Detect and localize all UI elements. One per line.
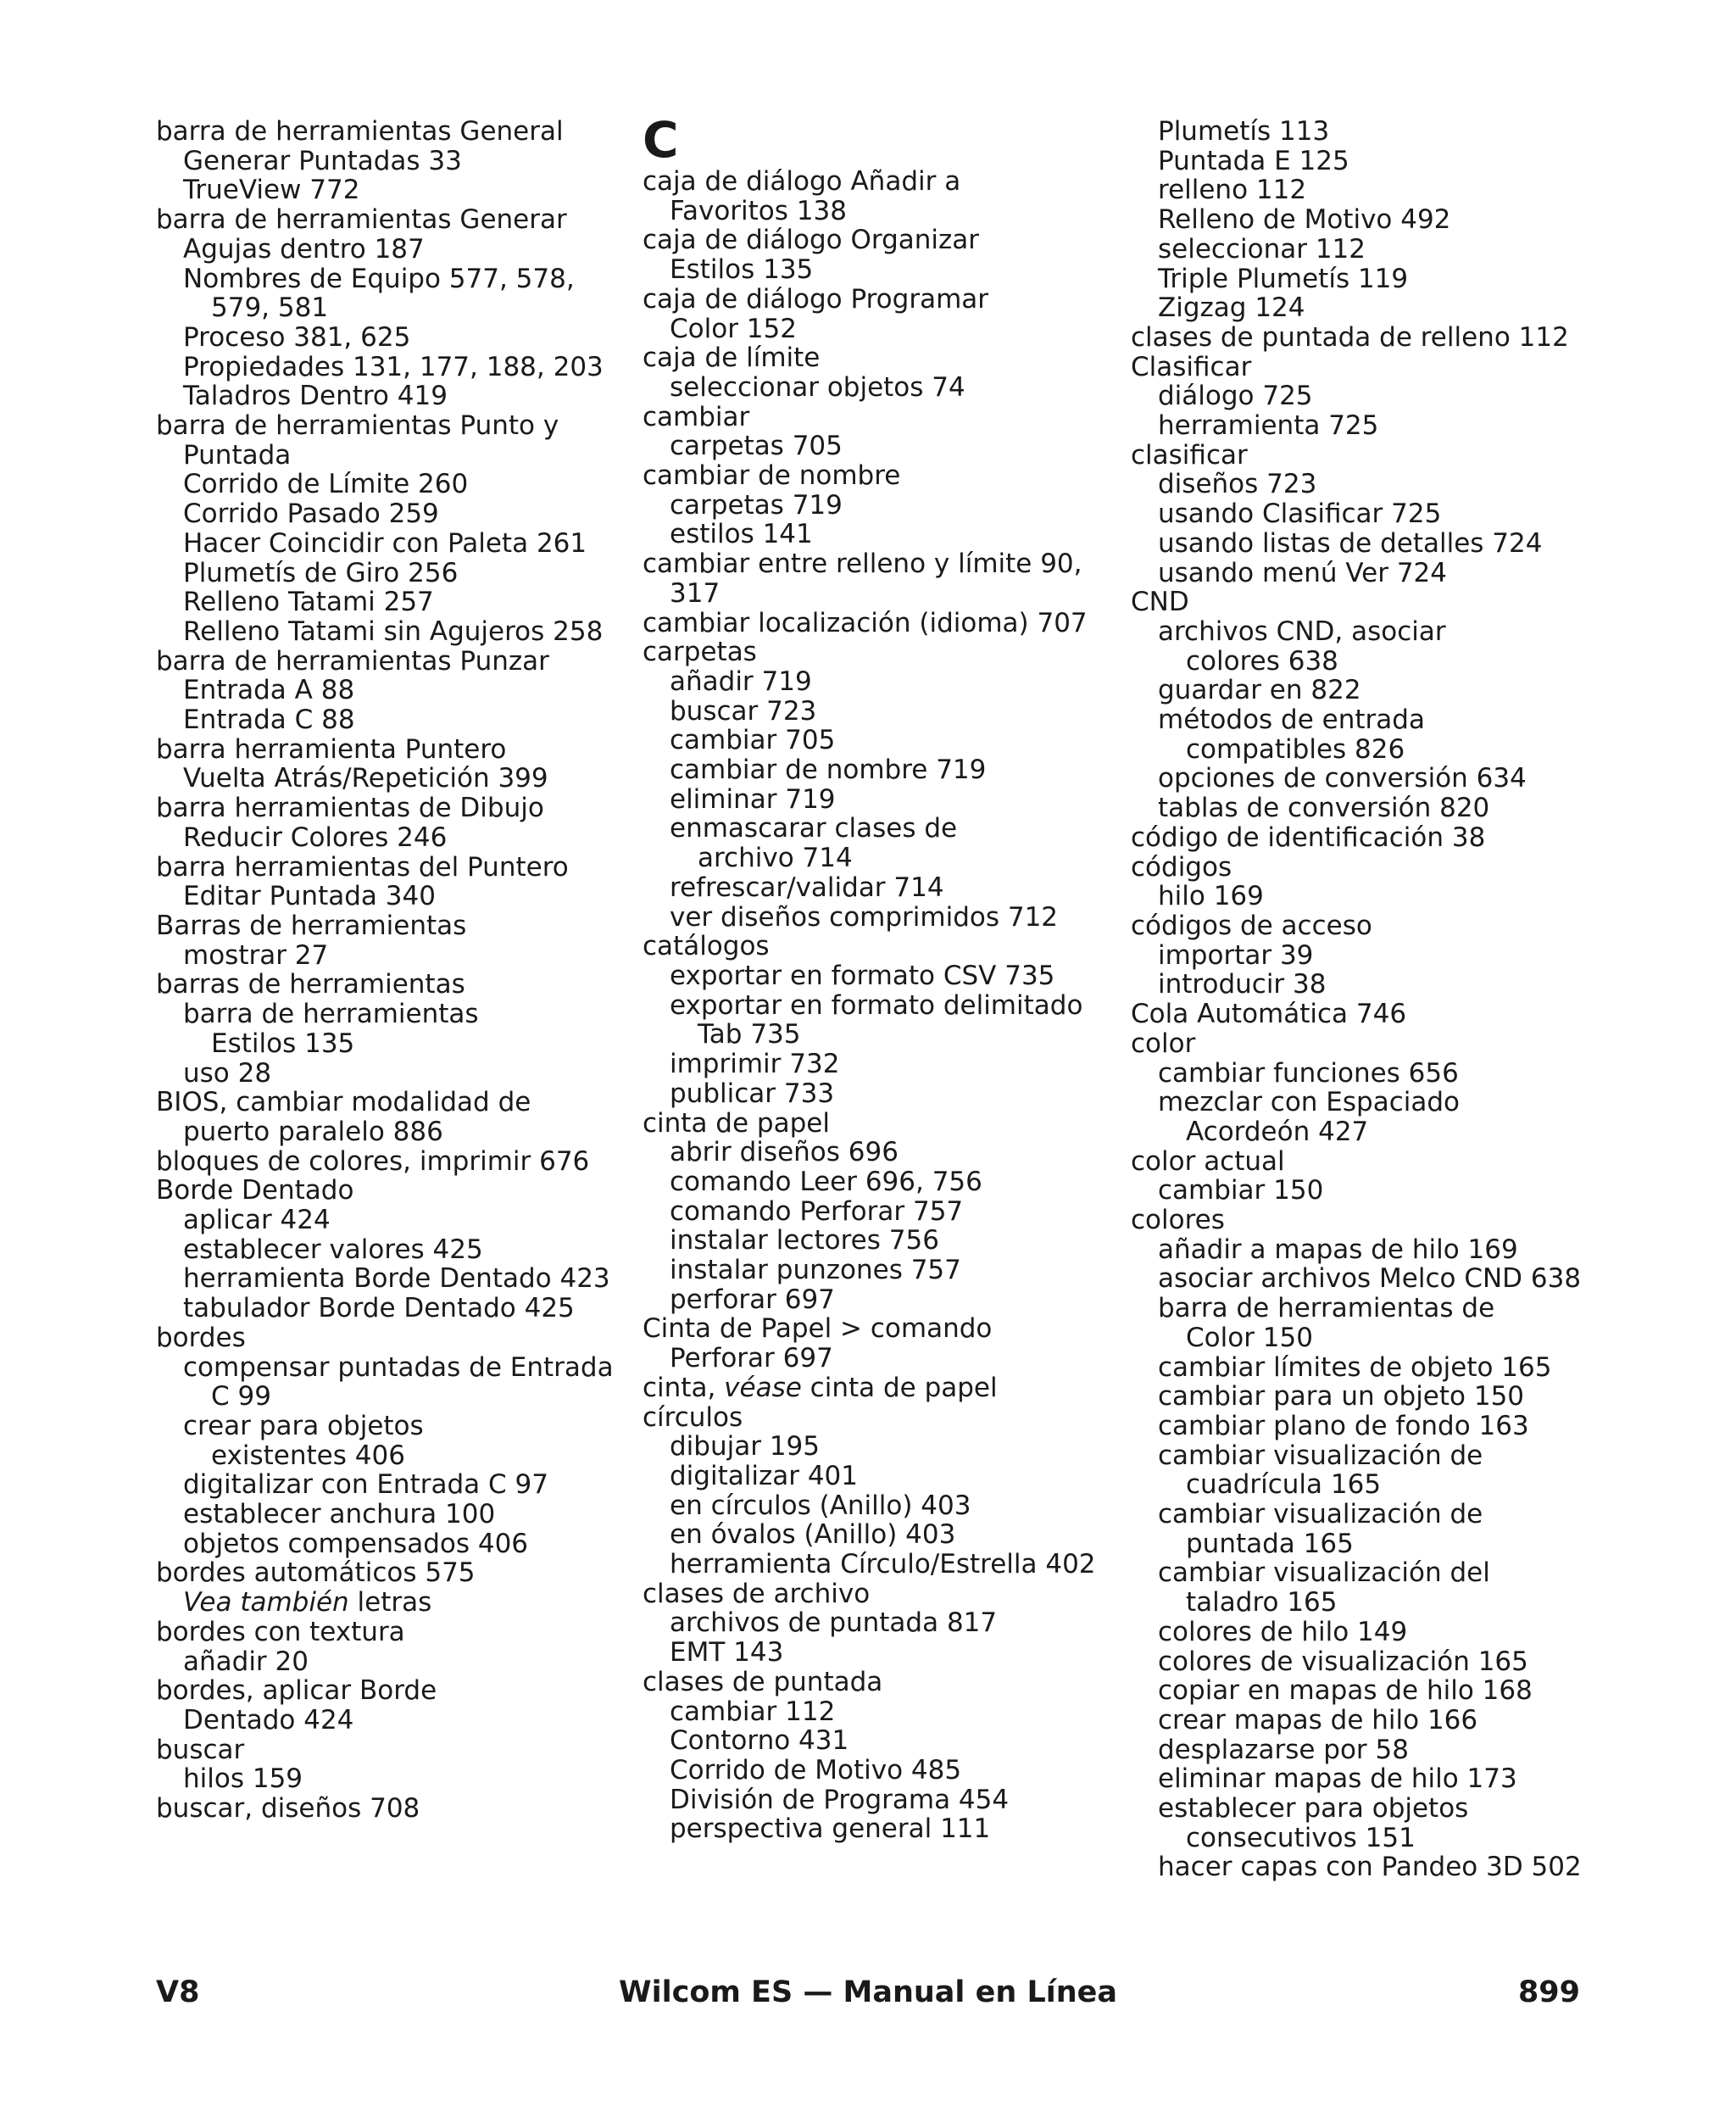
index-subentry: aplicar 424: [183, 1205, 331, 1236]
index-entry: cambiar: [643, 401, 750, 432]
index-subentry: Tab 735: [698, 1019, 801, 1050]
index-entry: círculos: [643, 1401, 743, 1433]
index-subentry: usando menú Ver 724: [1158, 557, 1447, 588]
index-subentry: uso 28: [183, 1057, 272, 1089]
index-entry: Cola Automática 746: [1131, 999, 1407, 1030]
index-subentry: TrueView 772: [183, 175, 360, 206]
index-subentry: establecer para objetos: [1158, 1793, 1469, 1825]
index-subentry: introducir 38: [1158, 969, 1327, 1000]
index-subentry: 579, 581: [211, 292, 329, 324]
index-subentry: archivos CND, asociar: [1158, 616, 1446, 647]
index-entry: barra herramienta Puntero: [156, 733, 507, 765]
index-subentry: relleno 112: [1158, 175, 1307, 206]
index-entry: barra herramientas de Dibujo: [156, 793, 544, 824]
index-subentry: Relleno de Motivo 492: [1158, 204, 1451, 236]
index-subentry: publicar 733: [670, 1078, 835, 1109]
index-subentry: diálogo 725: [1158, 381, 1313, 412]
index-entry: CND: [1131, 587, 1189, 618]
index-subentry: perspectiva general 111: [670, 1813, 991, 1845]
index-subentry: puerto paralelo 886: [183, 1116, 443, 1147]
entry-text: letras: [348, 1587, 432, 1618]
index-subentry: colores de hilo 149: [1158, 1616, 1408, 1647]
index-subentry: Acordeón 427: [1186, 1116, 1369, 1147]
index-subentry: Perforar 697: [670, 1343, 833, 1374]
index-subentry: cuadrícula 165: [1186, 1469, 1382, 1501]
index-subentry: herramienta Borde Dentado 423: [183, 1263, 610, 1295]
index-subentry: establecer valores 425: [183, 1234, 483, 1265]
index-subentry: usando listas de detalles 724: [1158, 527, 1543, 559]
index-entry: caja de límite: [643, 343, 821, 374]
index-subentry: Contorno 431: [670, 1725, 849, 1757]
index-entry: bordes con textura: [156, 1616, 405, 1647]
cross-reference-label: Vea también: [183, 1587, 349, 1618]
index-subentry: cambiar 150: [1158, 1175, 1324, 1206]
index-subentry: añadir a mapas de hilo 169: [1158, 1234, 1518, 1265]
index-subentry: guardar en 822: [1158, 675, 1361, 706]
index-subentry: Reducir Colores 246: [183, 822, 448, 853]
index-subentry: cambiar visualización de: [1158, 1499, 1483, 1530]
index-subentry: Propiedades 131, 177, 188, 203: [183, 351, 604, 382]
index-column-2: [643, 111, 1117, 1845]
index-subentry: tablas de conversión 820: [1158, 793, 1490, 824]
index-subentry: Entrada C 88: [183, 705, 355, 736]
index-entry: color actual: [1131, 1145, 1285, 1177]
index-subentry: cambiar límites de objeto 165: [1158, 1351, 1552, 1383]
index-subentry: cambiar 705: [670, 725, 836, 756]
index-subentry: carpetas 719: [670, 489, 843, 521]
index-subentry: herramienta Círculo/Estrella 402: [670, 1549, 1096, 1580]
index-subentry: en círculos (Anillo) 403: [670, 1490, 971, 1521]
index-subentry: taladro 165: [1186, 1587, 1338, 1618]
index-subentry: abrir diseños 696: [670, 1137, 899, 1168]
index-subentry: buscar 723: [670, 695, 817, 727]
index-entry: código de identificación 38: [1131, 822, 1486, 853]
index-subentry: compatibles 826: [1186, 733, 1405, 765]
footer-page-number: 899: [1517, 1975, 1580, 2009]
index-subentry: dibujar 195: [670, 1431, 820, 1462]
index-entry: barra de herramientas General: [156, 116, 564, 147]
index-entry: caja de diálogo Programar: [643, 283, 989, 315]
index-subentry: tabulador Borde Dentado 425: [183, 1293, 575, 1324]
index-subentry: en óvalos (Anillo) 403: [670, 1519, 956, 1551]
index-entry: Borde Dentado: [156, 1175, 354, 1206]
entry-text: cinta de papel: [801, 1372, 998, 1403]
index-subentry: Generar Puntadas 33: [183, 145, 462, 176]
index-subentry: asociar archivos Melco CND 638: [1158, 1263, 1582, 1295]
index-entry: bordes: [156, 1322, 246, 1353]
index-subentry: C 99: [211, 1381, 271, 1412]
index-entry: Clasificar: [1131, 351, 1252, 382]
index-entry: buscar: [156, 1734, 245, 1765]
index-subentry: archivos de puntada 817: [670, 1607, 998, 1639]
index-subentry: hilo 169: [1158, 881, 1264, 912]
index-subentry: [156, 1588, 631, 1618]
index-subentry: Estilos 135: [670, 254, 814, 286]
index-entry: bloques de colores, imprimir 676: [156, 1145, 590, 1177]
index-subentry: desplazarse por 58: [1158, 1734, 1409, 1765]
index-entry: bordes, aplicar Borde: [156, 1675, 437, 1707]
index-subentry: Plumetís de Giro 256: [183, 557, 459, 588]
index-subentry: eliminar mapas de hilo 173: [1158, 1763, 1517, 1795]
index-entry: bordes automáticos 575: [156, 1557, 476, 1589]
index-subentry: Puntada: [183, 439, 292, 471]
index-subentry: enmascarar clases de: [670, 813, 958, 844]
index-subentry: ver diseños comprimidos 712: [670, 901, 1059, 933]
index-column-3: [1131, 117, 1605, 1882]
index-subentry: digitalizar 401: [670, 1460, 858, 1491]
index-subentry: colores de visualización 165: [1158, 1646, 1528, 1677]
index-entry: carpetas: [643, 637, 757, 668]
index-subentry: exportar en formato CSV 735: [670, 960, 1055, 991]
index-subentry: consecutivos 151: [1186, 1822, 1416, 1853]
index-subentry: instalar punzones 757: [670, 1255, 961, 1286]
index-subentry: opciones de conversión 634: [1158, 763, 1527, 794]
index-subentry: Favoritos 138: [670, 195, 847, 226]
index-subentry: establecer anchura 100: [183, 1499, 496, 1530]
index-subentry: estilos 141: [670, 519, 813, 550]
index-subentry: Relleno Tatami 257: [183, 587, 434, 618]
index-entry: barra herramientas del Puntero: [156, 851, 569, 883]
index-subentry: Color 152: [670, 313, 797, 344]
index-entry: cinta de papel: [643, 1107, 830, 1139]
index-subentry: digitalizar con Entrada C 97: [183, 1469, 548, 1501]
index-subentry: hacer capas con Pandeo 3D 502: [1158, 1852, 1582, 1883]
index-subentry: copiar en mapas de hilo 168: [1158, 1675, 1533, 1707]
index-subentry: eliminar 719: [670, 783, 836, 815]
index-subentry: División de Programa 454: [670, 1784, 1010, 1815]
index-subentry: Nombres de Equipo 577, 578,: [183, 263, 575, 294]
index-subentry: mezclar con Espaciado: [1158, 1087, 1461, 1118]
index-entry: barra de herramientas Punto y: [156, 410, 559, 442]
index-subentry: cambiar visualización de: [1158, 1440, 1483, 1471]
index-entry: clasificar: [1131, 439, 1248, 471]
index-subentry: Agujas dentro 187: [183, 233, 425, 265]
index-subentry: colores 638: [1186, 645, 1338, 677]
index-subentry: Corrido de Límite 260: [183, 469, 469, 500]
footer-version: V8: [156, 1975, 200, 2009]
index-entry: clases de puntada: [643, 1666, 883, 1697]
index-entry: Cinta de Papel > comando: [643, 1313, 993, 1345]
index-subentry: Proceso 381, 625: [183, 321, 411, 353]
index-subentry: Dentado 424: [183, 1704, 354, 1735]
index-entry: [643, 1373, 1117, 1403]
index-entry: barra de herramientas Generar: [156, 204, 567, 236]
index-column-1: [156, 117, 631, 1824]
index-subentry: perforar 697: [670, 1284, 835, 1315]
index-subentry: Editar Puntada 340: [183, 881, 436, 912]
index-subentry: crear mapas de hilo 166: [1158, 1704, 1478, 1735]
entry-prefix: cinta,: [643, 1372, 725, 1403]
index-entry: BIOS, cambiar modalidad de: [156, 1087, 531, 1118]
index-subentry: añadir 719: [670, 666, 812, 697]
index-subentry: Zigzag 124: [1158, 292, 1305, 324]
cross-reference-label: véase: [724, 1372, 802, 1403]
index-subentry: Taladros Dentro 419: [183, 381, 448, 412]
index-subentry: objetos compensados 406: [183, 1528, 529, 1559]
index-subentry: exportar en formato delimitado: [670, 989, 1083, 1021]
index-entry: cambiar entre relleno y límite 90,: [643, 549, 1082, 580]
index-entry: clases de puntada de relleno 112: [1131, 321, 1569, 353]
index-subentry: seleccionar 112: [1158, 233, 1366, 265]
footer-title: Wilcom ES — Manual en Línea: [618, 1975, 1118, 2009]
index-subentry: archivo 714: [698, 843, 853, 874]
index-subentry: cambiar para un objeto 150: [1158, 1381, 1525, 1412]
index-subentry: imprimir 732: [670, 1049, 840, 1080]
index-subentry: crear para objetos: [183, 1410, 424, 1441]
index-entry: caja de diálogo Añadir a: [643, 166, 961, 197]
index-subentry: 317: [670, 577, 721, 609]
index-entry: Barras de herramientas: [156, 910, 467, 941]
index-subentry: barra de herramientas: [183, 999, 479, 1030]
index-entry: buscar, diseños 708: [156, 1793, 420, 1825]
index-subentry: cambiar funciones 656: [1158, 1057, 1459, 1089]
index-subentry: hilos 159: [183, 1763, 303, 1795]
index-subentry: Plumetís 113: [1158, 116, 1330, 147]
index-entry: cambiar de nombre: [643, 460, 901, 492]
index-subentry: importar 39: [1158, 939, 1314, 971]
index-entry: colores: [1131, 1205, 1225, 1236]
index-subentry: Triple Plumetís 119: [1158, 263, 1409, 294]
index-subentry: Hacer Coincidir con Paleta 261: [183, 527, 587, 559]
index-subentry: cambiar 112: [670, 1696, 836, 1727]
index-entry: barras de herramientas: [156, 969, 465, 1000]
index-subentry: barra de herramientas de: [1158, 1293, 1495, 1324]
index-subentry: carpetas 705: [670, 431, 843, 462]
index-entry: códigos: [1131, 851, 1232, 883]
index-subentry: cambiar de nombre 719: [670, 755, 987, 786]
index-subentry: añadir 20: [183, 1646, 309, 1677]
index-subentry: usando Clasificar 725: [1158, 499, 1442, 530]
index-entry: color: [1131, 1028, 1196, 1059]
index-entry: cambiar localización (idioma) 707: [643, 607, 1088, 638]
index-subentry: refrescar/validar 714: [670, 872, 944, 903]
index-entry: códigos de acceso: [1131, 910, 1372, 941]
index-subentry: comando Leer 696, 756: [670, 1166, 982, 1197]
index-subentry: compensar puntadas de Entrada: [183, 1351, 614, 1383]
index-subentry: métodos de entrada: [1158, 705, 1425, 736]
index-subentry: Entrada A 88: [183, 675, 355, 706]
index-entry: clases de archivo: [643, 1578, 871, 1609]
index-subentry: Vuelta Atrás/Repetición 399: [183, 763, 548, 794]
index-entry: catálogos: [643, 931, 770, 962]
index-subentry: existentes 406: [211, 1440, 405, 1471]
index-subentry: herramienta 725: [1158, 410, 1379, 442]
index-subentry: Color 150: [1186, 1322, 1313, 1353]
index-subentry: diseños 723: [1158, 469, 1317, 500]
index-subentry: instalar lectores 756: [670, 1225, 939, 1256]
index-subentry: Corrido de Motivo 485: [670, 1754, 962, 1786]
index-subentry: seleccionar objetos 74: [670, 371, 965, 403]
letter-heading: C: [643, 111, 679, 169]
index-subentry: Estilos 135: [211, 1028, 355, 1059]
index-subentry: Relleno Tatami sin Agujeros 258: [183, 616, 604, 647]
index-subentry: EMT 143: [670, 1637, 784, 1669]
index-subentry: puntada 165: [1186, 1528, 1354, 1559]
index-subentry: Corrido Pasado 259: [183, 499, 439, 530]
index-entry: barra de herramientas Punzar: [156, 645, 549, 677]
index-subentry: comando Perforar 757: [670, 1195, 964, 1227]
index-subentry: cambiar visualización del: [1158, 1557, 1490, 1589]
index-subentry: cambiar plano de fondo 163: [1158, 1410, 1529, 1441]
index-entry: caja de diálogo Organizar: [643, 225, 980, 256]
index-subentry: Puntada E 125: [1158, 145, 1349, 176]
index-subentry: mostrar 27: [183, 939, 329, 971]
